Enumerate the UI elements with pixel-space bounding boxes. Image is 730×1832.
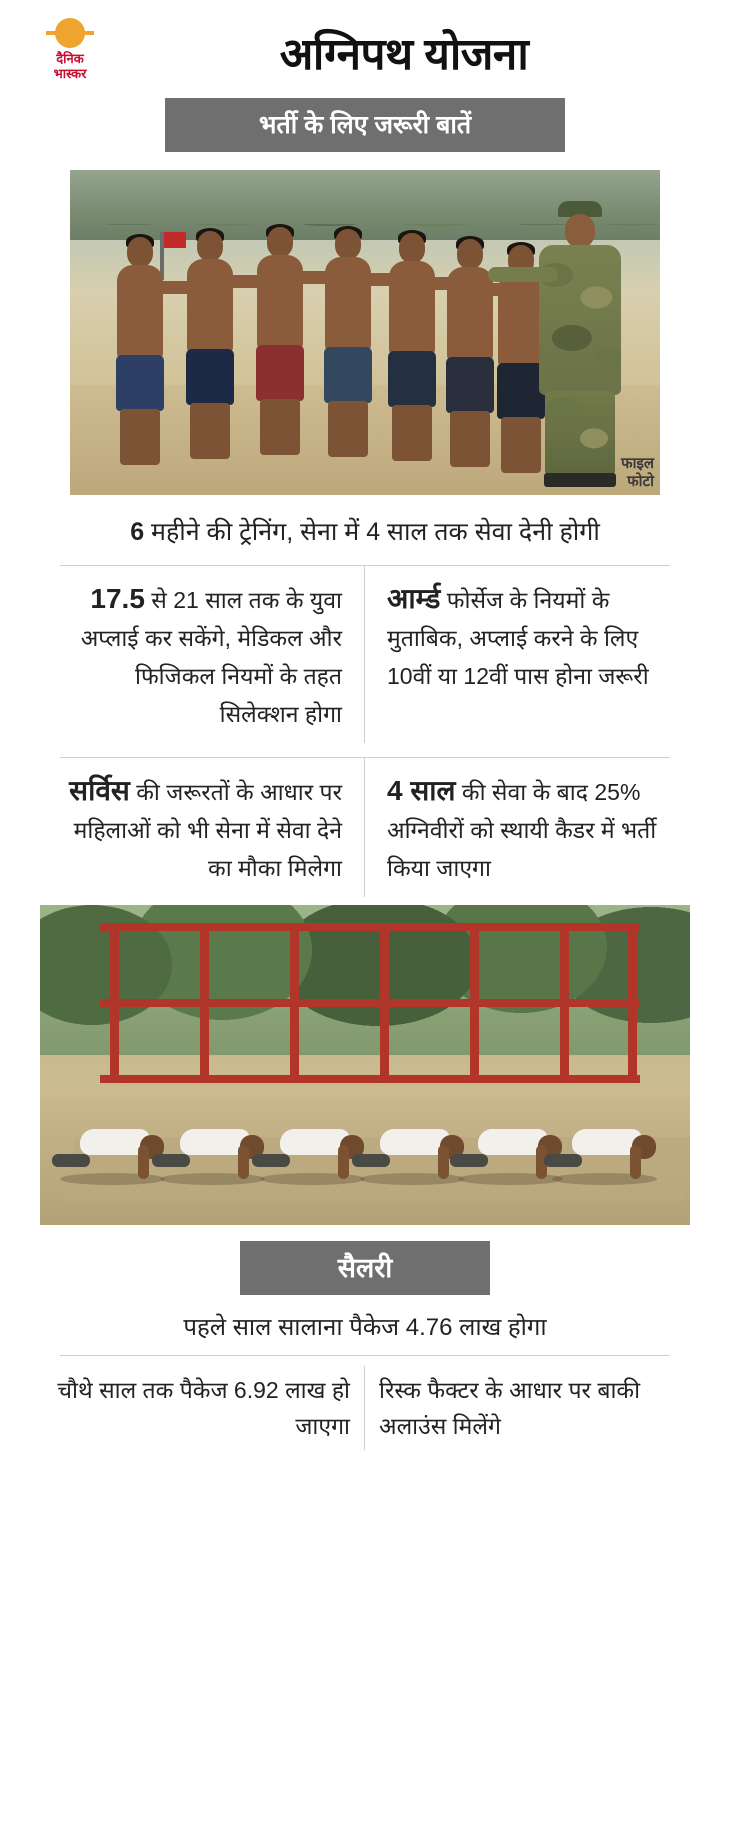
shorts — [186, 349, 234, 405]
page-title: अग्निपथ योजना — [279, 30, 529, 79]
scaffold-rail — [100, 999, 640, 1007]
recruit-figure — [382, 233, 442, 467]
point-1-text: से 21 साल तक के युवा अप्लाई कर सकेंगे, मेडिकल और फिजिकल नियमों के तहत सिलेक्शन होगा — [80, 587, 342, 727]
lead-number: 6 — [130, 518, 145, 546]
point-3-text: की जरूरतों के आधार पर महिलाओं को भी सेना में सेवा देने का मौका मिलेगा — [73, 779, 342, 881]
shadow — [160, 1173, 265, 1185]
legs — [328, 401, 368, 457]
photo-caption — [621, 455, 654, 491]
point-2-text: फोर्सेज के नियमों के मुताबिक, अप्लाई करने के लिए 10वीं या 12वीं पास होना जरूरी — [387, 587, 649, 689]
shadow — [458, 1173, 563, 1185]
torso — [187, 259, 233, 355]
army-officer-figure — [534, 201, 626, 477]
legs — [252, 1154, 290, 1167]
torso — [447, 267, 493, 363]
shadow — [552, 1173, 657, 1185]
scaffold-post — [628, 923, 637, 1083]
shadow — [60, 1173, 165, 1185]
arm — [338, 1145, 349, 1179]
brand-name — [54, 51, 87, 81]
head — [399, 233, 425, 263]
photo-caption-line1: फाइल — [621, 455, 654, 472]
recruit-figure — [318, 229, 378, 467]
arm — [630, 1145, 641, 1179]
shorts — [324, 347, 372, 403]
dainik-bhaskar-logo — [22, 18, 118, 92]
salary-row — [35, 1366, 695, 1450]
points-row-2 — [45, 758, 685, 897]
legs — [152, 1154, 190, 1167]
officer-legs — [545, 391, 615, 477]
scene-field — [70, 170, 660, 495]
photo-recruits-lineup — [70, 170, 660, 495]
torso — [257, 255, 303, 351]
point-2-lead: आर्म्ड — [387, 583, 441, 614]
point-4-lead: 4 साल — [387, 775, 456, 806]
scaffold-post — [200, 923, 209, 1083]
head — [267, 227, 293, 257]
legs — [392, 405, 432, 461]
point-3-lead: सर्विस — [69, 775, 130, 806]
scaffold-rail — [100, 1075, 640, 1083]
divider — [60, 1355, 670, 1356]
salary-card-2: रिस्क फैक्टर के आधार पर बाकी अलाउंस मिलेंगे — [379, 1377, 641, 1439]
recruit-figure — [110, 237, 170, 467]
point-card-4 — [365, 758, 685, 897]
header — [0, 0, 730, 92]
legs — [450, 1154, 488, 1167]
scaffold-rail — [100, 923, 640, 931]
head — [197, 231, 223, 261]
brand-name-line1: दैनिक — [56, 51, 84, 66]
arm — [438, 1145, 449, 1179]
officer-head — [565, 214, 595, 248]
point-card-1 — [45, 566, 365, 743]
point-card-2 — [365, 566, 685, 743]
points-row-1 — [45, 566, 685, 743]
legs — [544, 1154, 582, 1167]
scaffold-post — [110, 923, 119, 1083]
torso — [325, 257, 371, 353]
legs — [260, 399, 300, 455]
shadow — [260, 1173, 365, 1185]
head — [335, 229, 361, 259]
recruit-figure — [250, 227, 310, 467]
point-card-3 — [45, 758, 365, 897]
point-1-lead: 17.5 — [90, 583, 145, 614]
red-scaffold — [100, 923, 640, 1083]
officer-arm — [488, 267, 558, 282]
salary-card-1: चौथे साल तक पैकेज 6.92 लाख हो जाएगा — [35, 1366, 365, 1450]
scene-training-ground — [40, 905, 690, 1225]
title-wrap — [118, 29, 730, 81]
lead-text — [65, 513, 665, 551]
scaffold-post — [470, 923, 479, 1083]
point-4-text: की सेवा के बाद 25% अग्निवीरों को स्थायी कैडर में भर्ती किया जाएगा — [387, 779, 657, 881]
legs — [352, 1154, 390, 1167]
salary-heading: सैलरी — [240, 1241, 490, 1295]
shadow — [360, 1173, 465, 1185]
recruit-figure — [180, 231, 240, 467]
legs — [120, 409, 160, 465]
legs — [190, 403, 230, 459]
shorts — [388, 351, 436, 407]
scaffold-post — [380, 923, 389, 1083]
scaffold-post — [290, 923, 299, 1083]
brand-name-line2: भास्कर — [53, 66, 87, 81]
arm — [138, 1145, 149, 1179]
legs — [52, 1154, 90, 1167]
pushup-figure — [572, 1113, 672, 1173]
torso — [117, 265, 163, 361]
shorts — [256, 345, 304, 401]
legs — [450, 411, 490, 467]
arm — [238, 1145, 249, 1179]
photo-pushup-training — [40, 905, 690, 1225]
sun-icon — [55, 18, 85, 48]
shorts — [446, 357, 494, 413]
lead-body: महीने की ट्रेनिंग, सेना में 4 साल तक सेवा देनी होगी — [144, 518, 600, 546]
salary-first-year: पहले साल सालाना पैकेज 4.76 लाख होगा — [183, 1314, 547, 1341]
head — [127, 237, 153, 267]
scaffold-post — [560, 923, 569, 1083]
officer-boots — [544, 473, 616, 487]
shorts — [116, 355, 164, 411]
subtitle-ribbon: भर्ती के लिए जरूरी बातें — [165, 98, 565, 152]
photo-caption-line2: फोटो — [627, 473, 654, 490]
head — [457, 239, 483, 269]
torso — [389, 261, 435, 357]
